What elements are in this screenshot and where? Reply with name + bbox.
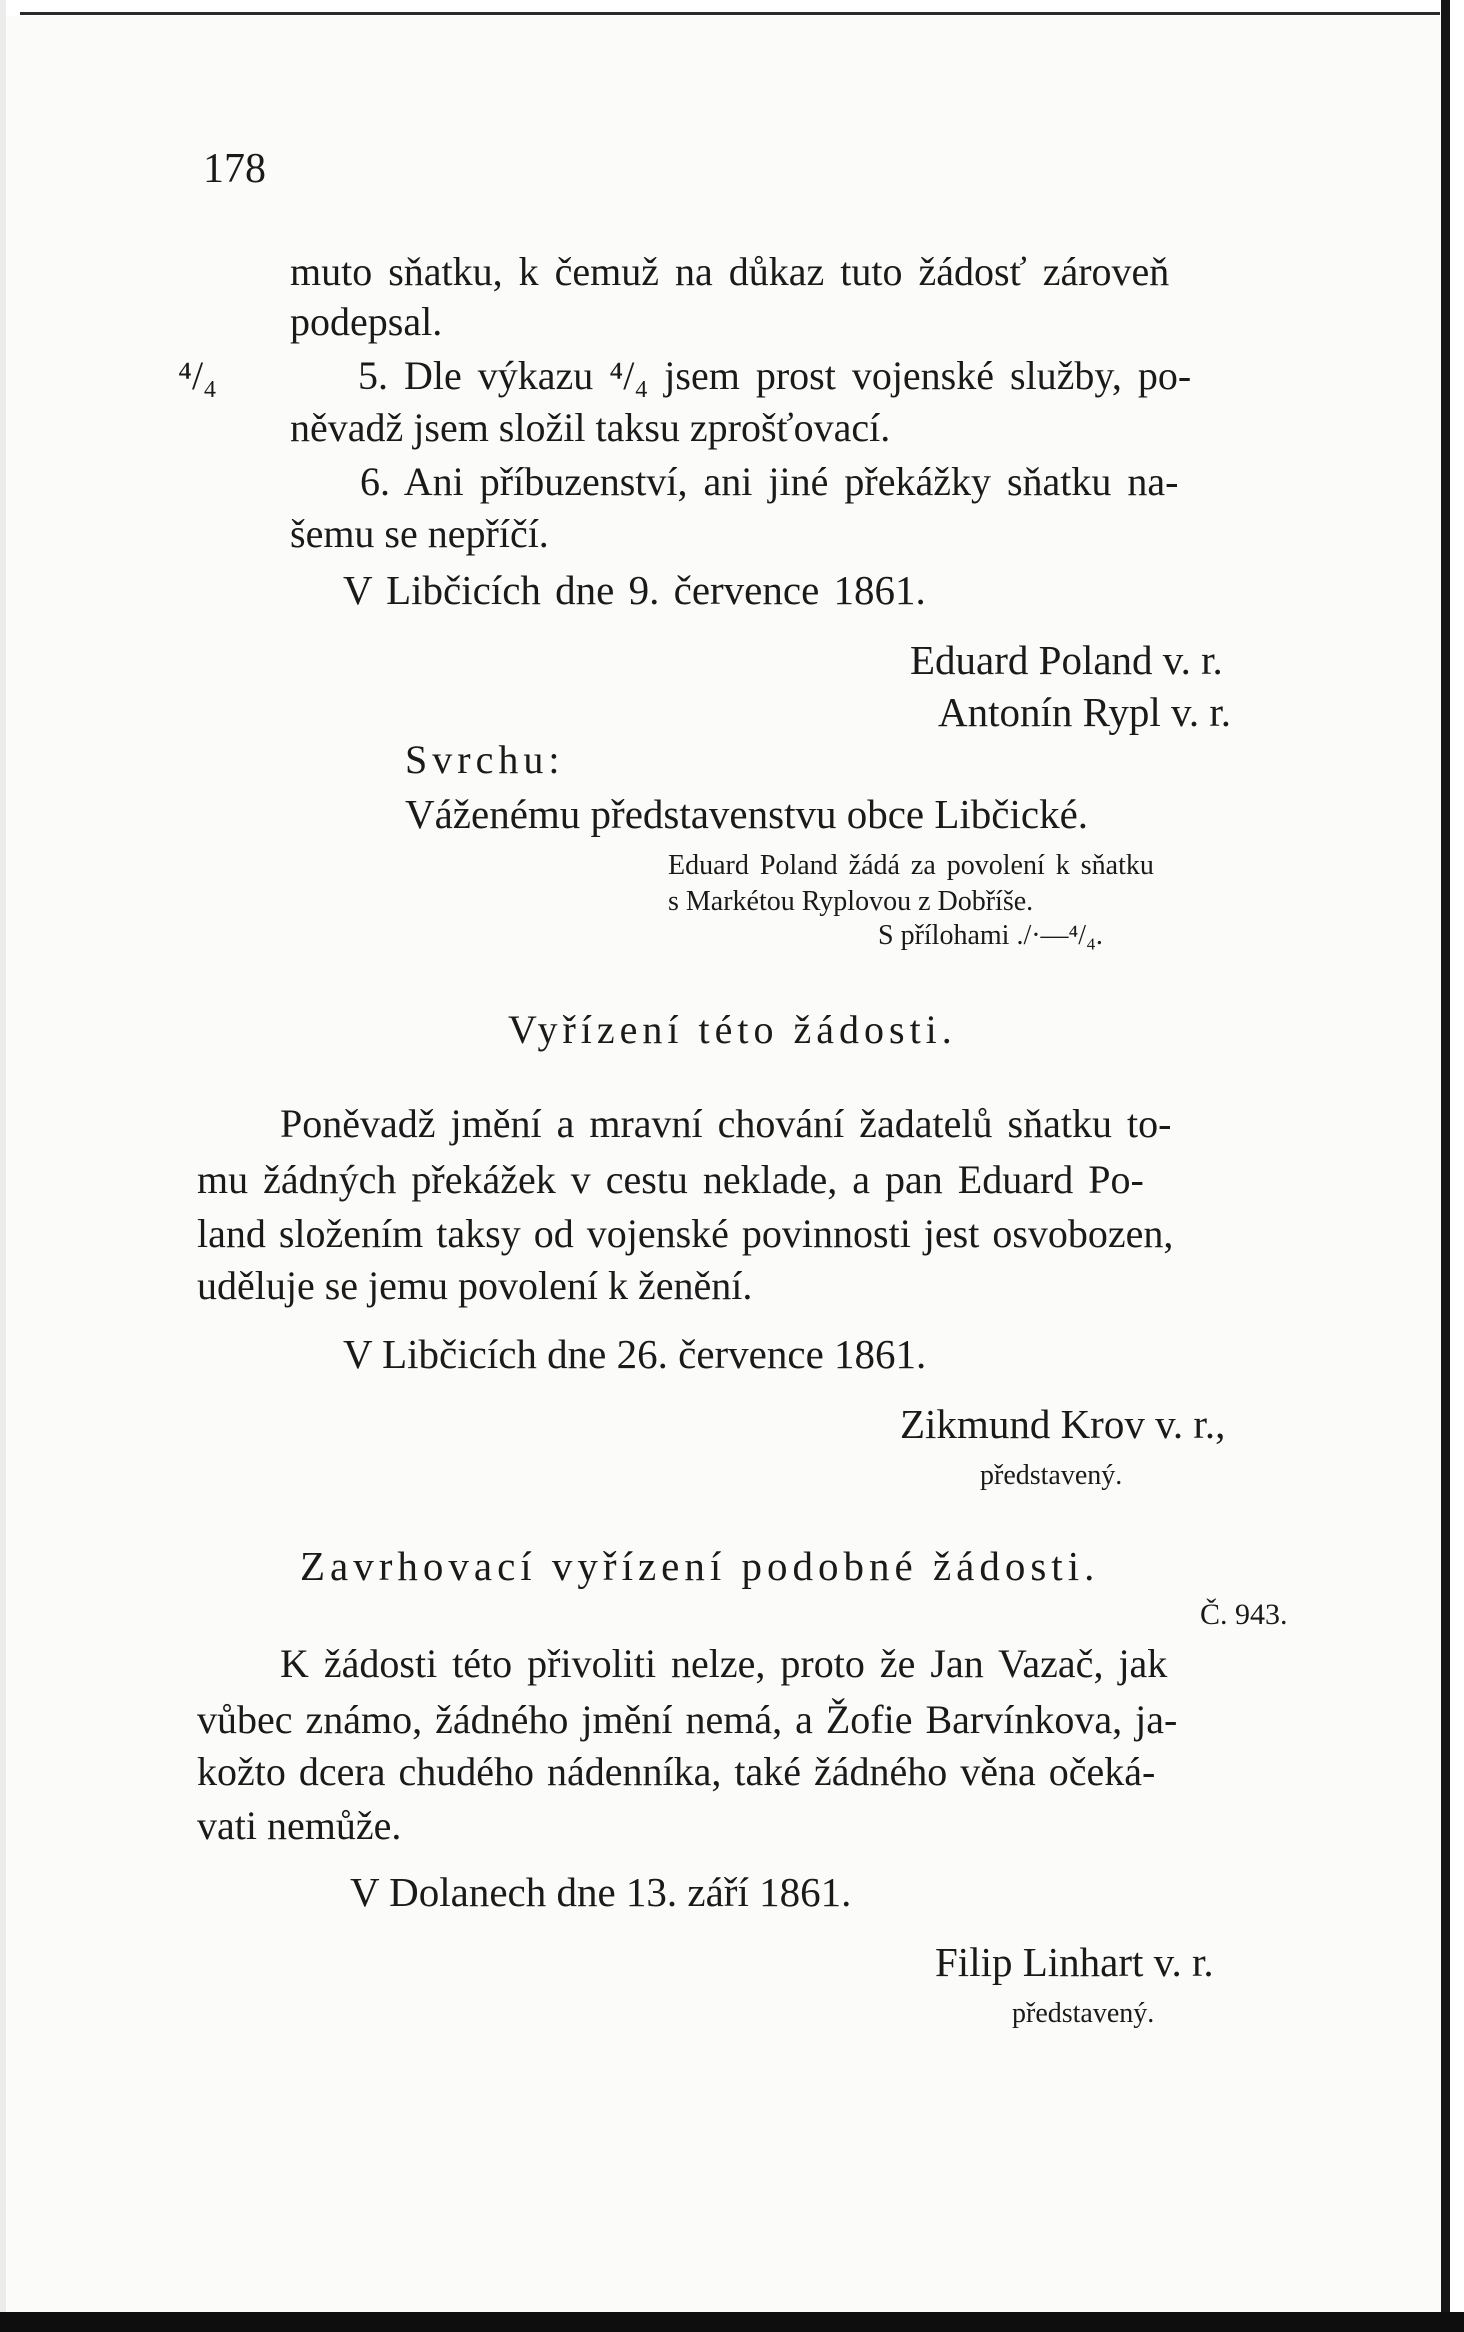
resolution-heading: Vyřízení této žádosti. bbox=[508, 1007, 957, 1052]
rejection-line: vůbec známo, žádného jmění nemá, a Žofie Barvínkova, ja- bbox=[197, 1697, 1178, 1742]
signature-line: Filip Linhart v. r. bbox=[935, 1939, 1214, 1985]
paragraph-line: 6. Ani příbuzenství, ani jiné překážky sňatku na- bbox=[360, 459, 1179, 504]
paragraph-line: podepsal. bbox=[290, 299, 443, 344]
address-note-line: s Markétou Ryplovou z Dobříše. bbox=[668, 886, 1034, 917]
paragraph-line: šemu se nepříčí. bbox=[290, 511, 549, 556]
date-line: V Libčicích dne 26. července 1861. bbox=[343, 1331, 927, 1377]
signature-title: představený. bbox=[1012, 1998, 1155, 2029]
signature-line: Zikmund Krov v. r., bbox=[900, 1401, 1226, 1447]
signature-line: Eduard Poland v. r. bbox=[910, 637, 1223, 683]
paragraph-line: 5. Dle výkazu ⁴/₄ jsem prost vojenské služby, po- bbox=[358, 353, 1192, 398]
scan-bottom-border bbox=[0, 2312, 1464, 2332]
rejection-line: K žádosti této přivoliti nelze, proto že Jan Vazač, jak bbox=[280, 1641, 1168, 1686]
address-recipient: Váženému představenstvu obce Libčické. bbox=[405, 791, 1089, 837]
scan-right-border bbox=[1441, 0, 1450, 2332]
rejection-line: kožto dcera chudého nádenníka, také žádného věna očeká- bbox=[197, 1749, 1156, 1794]
date-line: V Libčicích dne 9. července 1861. bbox=[343, 567, 926, 613]
signature-line: Antonín Rypl v. r. bbox=[938, 689, 1231, 735]
paragraph-line bbox=[290, 249, 1354, 294]
document-number: Č. 943. bbox=[1200, 1598, 1288, 1631]
paragraph-line: něvadž jsem složil taksu zprošťovací. bbox=[290, 405, 891, 450]
rejection-line: vati nemůže. bbox=[197, 1803, 402, 1848]
address-note-line: Eduard Poland žádá za povolení k sňatku bbox=[668, 850, 1154, 881]
resolution-line: land složením taksy od vojenské povinnosti jest osvobozen, bbox=[197, 1211, 1174, 1256]
address-heading: Svrchu: bbox=[405, 737, 565, 782]
scan-right-margin bbox=[1450, 0, 1464, 2332]
rejection-heading: Zavrhovací vyřízení podobné žádosti. bbox=[300, 1543, 1100, 1589]
signature-title: představený. bbox=[980, 1460, 1123, 1491]
margin-note: ⁴/₄ bbox=[178, 353, 218, 398]
scan-left-edge bbox=[0, 0, 6, 2332]
scan-top-border bbox=[20, 12, 1440, 15]
resolution-line: uděluje se jemu povolení k ženění. bbox=[197, 1263, 753, 1308]
resolution-line: Poněvadž jmění a mravní chování žadatelů sňatku to- bbox=[280, 1101, 1172, 1146]
resolution-line: mu žádných překážek v cestu neklade, a pan Eduard Po- bbox=[197, 1157, 1144, 1202]
address-note-line: S přílohami ./·—⁴/₄. bbox=[878, 920, 1103, 951]
text-run: muto sňatku, k čemuž na důkaz tuto žádosť zároveň bbox=[290, 249, 1170, 294]
date-line: V Dolanech dne 13. září 1861. bbox=[350, 1869, 852, 1915]
page-number: 178 bbox=[203, 146, 266, 192]
